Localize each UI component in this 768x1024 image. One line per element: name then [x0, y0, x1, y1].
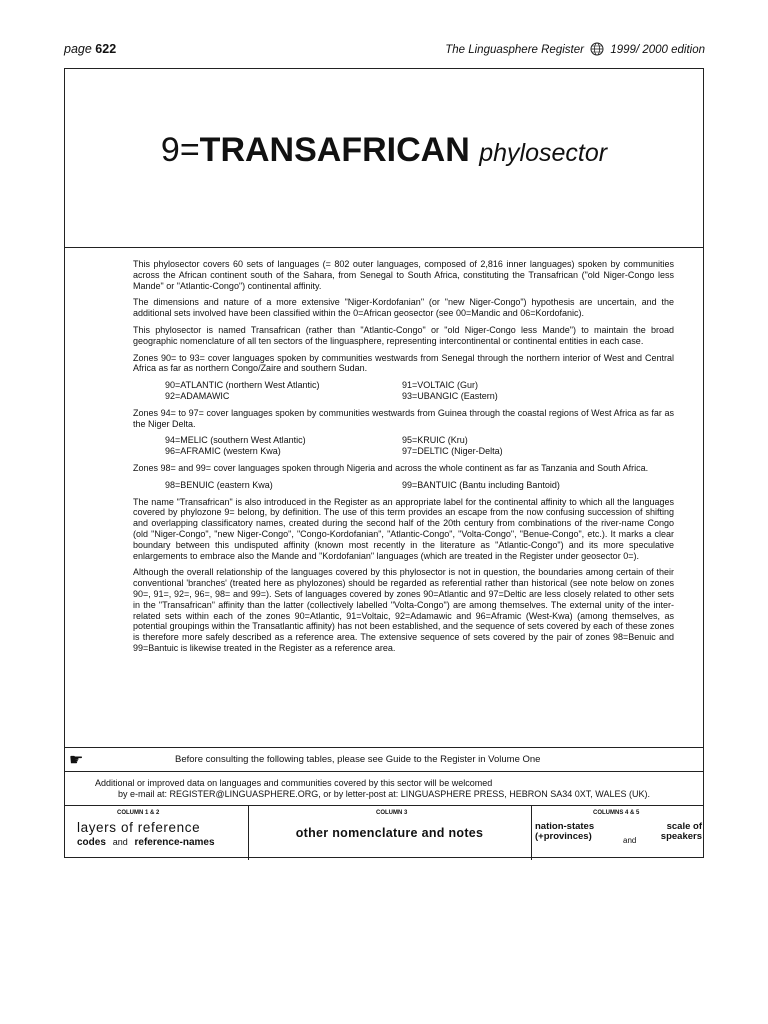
- zone-item: 93=UBANGIC (Eastern): [402, 390, 498, 401]
- pointing-hand-icon: ☛: [69, 752, 84, 769]
- column-4-5-header: [531, 806, 705, 860]
- scale-of-speakers-label: [661, 822, 702, 842]
- paragraph: Zones 98= and 99= cover languages spoken through Nigeria and across the whole continent as far as Tanzania and South Africa.: [133, 462, 649, 473]
- paragraph: Zones 90= to 93= cover languages spoken by communities westwards from Senegal through the northern interior of West and Central Africa as far as northern Congo/Zaire and southern Sudan.: [133, 352, 674, 374]
- codes-label: codes: [77, 837, 106, 848]
- speakers: speakers: [660, 831, 702, 842]
- globe-icon: [590, 42, 604, 56]
- page-number-value: 622: [95, 42, 117, 56]
- contact-info: [65, 771, 703, 806]
- paragraph: Zones 94= to 97= cover languages spoken by communities westwards from Guinea through the coastal regions of West Africa as far as the Niger Delta.: [133, 407, 674, 429]
- register-name: The Linguasphere Register: [445, 44, 584, 56]
- paragraph: Although the overall relationship of the languages covered by this phylosector is not in question, the boundaries among certain of their conventional 'branches' (treated here as phylozones) should be regarded as referential rather than historical (see note below on zones 90=, 91=, 92=, 96=, 98= and 99=). Sets of languages covered by zones 90=Atlantic and 97=Deltic are less closely related to other sets in the "Transafrican" affinity than the latter (collectively labelled "Volta-Congo") are among themselves. The external unity of the inter-related sets within each of the zones 90=Atlantic, 91=Voltaic, 92=Adamawic and 96=Aframic (West-Kwa) (among themselves, as potential groupings within the Transatlantic affinity) has not been established, and the sequence of sets covered by each of these zones is therefore more safely described as a reference area. The extensive sequence of sets covered by the pair of zones 98=Benuic and 99=Bantuic is likewise treated in the Register as a reference area.: [133, 567, 674, 653]
- sector-subtitle: phylosector: [479, 139, 608, 167]
- zone-list: [165, 380, 674, 402]
- nation-states-label: [535, 822, 594, 842]
- column-headers: [65, 805, 703, 860]
- edition: 1999/ 2000 edition: [610, 44, 705, 56]
- codes-and-reference-names: [77, 837, 215, 848]
- zone-item: 94=MELIC (southern West Atlantic): [165, 435, 306, 446]
- page-number: [64, 42, 116, 56]
- body-text: [133, 259, 674, 660]
- column-label: COLUMNS 4 & 5: [593, 810, 640, 816]
- page-header: [64, 42, 705, 62]
- register-title: [445, 42, 705, 56]
- other-nomenclature: other nomenclature and notes: [295, 826, 484, 840]
- zone-item: 96=AFRAMIC (western Kwa): [165, 446, 281, 457]
- page-prefix: page: [64, 42, 92, 56]
- column-label: COLUMN 1 & 2: [117, 810, 160, 816]
- notice-text: Before consulting the following tables, please see Guide to the Register in Volume One: [175, 754, 541, 765]
- contact-line-1: Additional or improved data on languages and communities covered by this sector will be welcomed: [95, 778, 493, 788]
- notice-row: [65, 747, 703, 772]
- sector-name: TRANSAFRICAN: [199, 131, 470, 169]
- scale-of: scale of: [666, 821, 702, 832]
- zone-list: [165, 435, 674, 457]
- zone-item: 99=BANTUIC (Bantu including Bantoid): [402, 479, 560, 490]
- paragraph: The dimensions and nature of a more extensive "Niger-Kordofanian" (or "new Niger-Congo") hypothesis are uncertain, and the additional sets involved have been classified within the 0=African geosector (see 00=Mandic and 06=Kordofanic).: [133, 297, 674, 319]
- title-area: [65, 69, 703, 248]
- reference-names-label: reference-names: [134, 837, 215, 848]
- provinces: (+provinces): [535, 831, 592, 842]
- column-3-header: [248, 806, 532, 860]
- zone-item: 98=BENUIC (eastern Kwa): [165, 479, 273, 490]
- and-label: and: [623, 836, 637, 845]
- page-title: [65, 131, 703, 170]
- zone-item: 90=ATLANTIC (northern West Atlantic): [165, 380, 320, 391]
- zone-item: 97=DELTIC (Niger-Delta): [402, 446, 503, 457]
- and-label: and: [112, 837, 128, 847]
- zone-item: 91=VOLTAIC (Gur): [402, 380, 478, 391]
- layers-of-reference: layers of reference: [77, 820, 201, 835]
- zone-list: [165, 480, 674, 491]
- paragraph: The name "Transafrican" is also introduced in the Register as an appropriate label for the continental affinity to which all the languages covered by phylozone 9= belong, by definition. The use of this term provides an escape from the now confusing succession of shifting and overlapping classificatory names, created during the second half of the 20th century from combinations of the river-name Congo (old "Niger-Congo", "new Niger-Congo", "Congo-Kordofanian", "Atlantic-Congo", "Volta-Congo", "Benue-Congo", etc.). It marks a clear boundary between this undisputed affinity (known most recently in the literature as "Atlantic-Congo") and its more speculative enlargements to embrace also the Mande and "Kordofanian" languages (which are treated in the Register under geosector 0=).: [133, 496, 674, 561]
- column-1-2-header: [65, 806, 249, 860]
- zone-item: 92=ADAMAWIC: [165, 390, 230, 401]
- nation-states: nation-states: [535, 821, 595, 832]
- sector-number: 9=: [160, 131, 200, 169]
- sector-box: [64, 68, 704, 858]
- column-label: COLUMN 3: [376, 810, 408, 816]
- contact-line-2: by e-mail at: REGISTER@LINGUASPHERE.ORG, or by letter-post at: LINGUASPHERE PRESS, HEBRON SA34 0XT, WALES (UK).: [118, 789, 650, 799]
- paragraph: This phylosector is named Transafrican (rather than "Atlantic-Congo" or "old Niger-Congo less Mande") to maintain the broad geographic nomenclature of all ten sectors of the linguasphere, representing intercontinental or continental entities in each case.: [133, 324, 674, 346]
- paragraph: This phylosector covers 60 sets of languages (= 802 outer languages, composed of 2,816 inner languages) spoken by communities across the African continent south of the Sahara, from Senegal to South Africa, constituting the Transafrican ("old Niger-Congo less Mande" or "Atlantic-Congo") continental affinity.: [133, 259, 674, 291]
- zone-item: 95=KRUIC (Kru): [402, 435, 468, 446]
